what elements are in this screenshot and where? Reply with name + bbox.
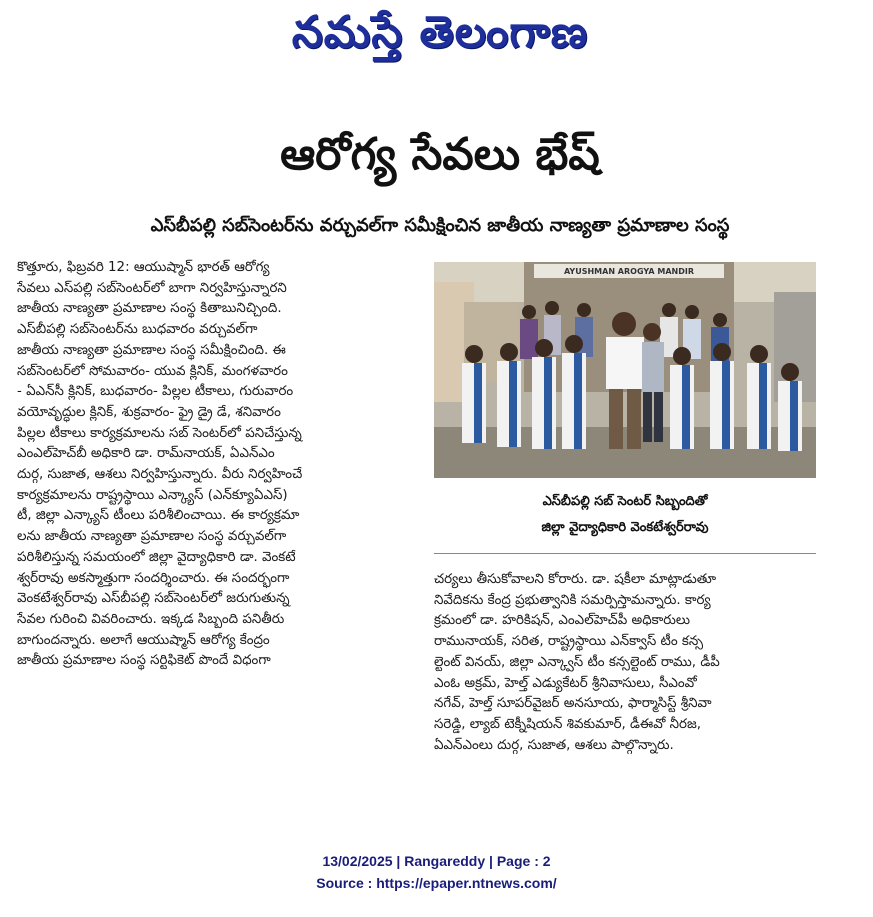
newspaper-masthead: నమస్తే తెలంగాణ bbox=[291, 7, 589, 58]
article-text-line: సబ్‌సెంటర్‌లో సోమవారం- యువ క్లినిక్, మంగళవారం bbox=[17, 363, 288, 379]
article-text-line: సేవలు ఎస్‌పల్లి సబ్‌సెంటర్‌లో బాగా నిర్వహిస్తున్నారని bbox=[17, 280, 287, 296]
article-text-line: నివేదికను కేంద్ర ప్రభుత్వానికి సమర్పిస్తామన్నారు. కార్య bbox=[434, 592, 711, 608]
article-text-line: ల్టెంట్ వినయ్, జిల్లా ఎన్క్వాస్ టీం కన్సల్టెంట్ రాము, డీపీ bbox=[434, 654, 720, 670]
article-text-line: పరిశీలిస్తున్న సమయంలో జిల్లా వైద్యాధికారి డా. వెంకటే bbox=[17, 549, 296, 565]
photo-caption-line-1: ఎస్‌బీపల్లి సబ్ సెంటర్ సిబ్బందితో bbox=[542, 494, 708, 509]
article-text-line: క్రమంలో డా. హరికిషన్, ఎంఎల్‌హెచ్‌పీ అధికారులు bbox=[434, 613, 690, 629]
article-text-line: సేవల గురించి వివరించారు. ఇక్కడ సిబ్బంది పనితీరు bbox=[17, 611, 285, 627]
article-text-line: సరెడ్డి, ల్యాబ్ టెక్నీషియన్ శివకుమార్, డీఈవో నీరజ, bbox=[434, 716, 702, 732]
article-text-line: బాగుందన్నారు. అలాగే ఆయుష్మాన్ ఆరోగ్య కేంద్రం bbox=[17, 632, 270, 648]
article-text-line: ఎంఓ అక్రమ్, హెల్త్ ఎడ్యుకేటర్ శ్రీనివాసులు, సీఎంవో bbox=[434, 675, 697, 691]
footer-source-link[interactable]: Source : https://epaper.ntnews.com/ bbox=[316, 875, 557, 891]
photo-banner-text: AYUSHMAN AROGYA MANDIR bbox=[564, 267, 694, 276]
article-text-line: జాతీయ ప్రమాణాల సంస్థ సర్టిఫికెట్ పొందే విధంగా bbox=[17, 653, 271, 669]
article-text-line: కొత్తూరు, ఫిబ్రవరి 12: ఆయుష్మాన్ భారత్ ఆరోగ్య bbox=[17, 260, 270, 275]
photo-caption-line-2: జిల్లా వైద్యాధికారి వెంకటేశ్వర్‌రావు bbox=[541, 520, 709, 535]
article-text-line: నగేవ్, హెల్త్ సూపర్‌వైజర్ అనసూయ, ఫార్మాసిస్ట్ శ్రీనివా bbox=[434, 696, 712, 712]
article-body-left-column bbox=[17, 258, 425, 672]
article-text-line: - ఏఎన్‌సీ క్లినిక్, బుధవారం- పిల్లల టీకాలు, గురువారం bbox=[17, 384, 294, 400]
article-text-line: ఎస్‌బీపల్లి సబ్‌సెంటర్‌ను బుధవారం వర్చువల్‌గా bbox=[17, 322, 258, 338]
article-text-line: రామునాయక్, సరిత, రాష్ట్రస్థాయి ఎన్‌క్వాస్ టీం కన్స bbox=[434, 634, 704, 650]
article-photo bbox=[434, 262, 816, 478]
footer-date-edition: 13/02/2025 | Rangareddy | Page : 2 bbox=[322, 853, 551, 869]
article-text-line: దుర్గ, సుజాత, ఆశలు నిర్వహిస్తున్నారు. వీరు నిర్వహించే bbox=[17, 467, 303, 483]
article-text-line: వెంకటేశ్వర్‌రావు ఎస్‌బీపల్లి సబ్‌సెంటర్‌లో జరుగుతున్న bbox=[17, 591, 290, 607]
article-text-line: శ్వర్‌రావు అకస్మాత్తుగా సందర్శించారు. ఈ సందర్భంగా bbox=[17, 570, 290, 586]
caption-divider bbox=[434, 553, 816, 554]
article-text-line: వయోవృద్ధుల క్లినిక్, శుక్రవారం- ఫ్రై డ్రై డే, శనివారం bbox=[17, 404, 281, 420]
photo-caption bbox=[434, 484, 816, 546]
article-text-line: కార్యక్రమాలను రాష్ట్రస్థాయి ఎన్క్యాస్ (ఎన్‌క్యూఏఎస్) bbox=[17, 487, 288, 503]
article-text-line: జాతీయ నాణ్యతా ప్రమాణాల సంస్థ సమీక్షించింది. ఈ bbox=[17, 342, 286, 358]
article-subheadline: ఎస్‌బీపల్లి సబ్‌సెంటర్‌ను వర్చువల్‌గా సమీక్షించిన జాతీయ నాణ్యతా ప్రమాణాల సంస్థ bbox=[150, 214, 730, 236]
article-body-right-column bbox=[434, 570, 818, 756]
article-text-line: లను జాతీయ నాణ్యతా ప్రమాణాల సంస్థ వర్చువల్‌గా bbox=[17, 529, 287, 545]
article-text-line: జాతీయ నాణ్యతా ప్రమాణాల సంస్థ కితాబునిచ్చింది. bbox=[17, 301, 282, 317]
article-text-line: పిల్లల టీకాలు కార్యక్రమాలను సబ్ సెంటర్‌లో పనిచేస్తున్న bbox=[17, 425, 302, 441]
article-text-line: టీ, జిల్లా ఎన్క్యాస్ టీంలు పరిశీలించాయి. ఈ కార్యక్రమా bbox=[17, 508, 300, 524]
article-text-line: ఏఎన్ఎంలు దుర్గ, సుజాత, ఆశలు పాల్గొన్నారు. bbox=[434, 737, 674, 753]
article-headline: ఆరోగ్య సేవలు భేష్ bbox=[280, 129, 600, 180]
article-text-line: చర్యలు తీసుకోవాలని కోరారు. డా. షకీలా మాట్లాడుతూ bbox=[434, 572, 717, 587]
page-footer bbox=[0, 850, 873, 894]
article-text-line: ఎంఎల్‌హెచ్‌బీ అధికారి డా. రామ్‌నాయక్, ఏఎన్‌ఎం bbox=[17, 446, 275, 462]
